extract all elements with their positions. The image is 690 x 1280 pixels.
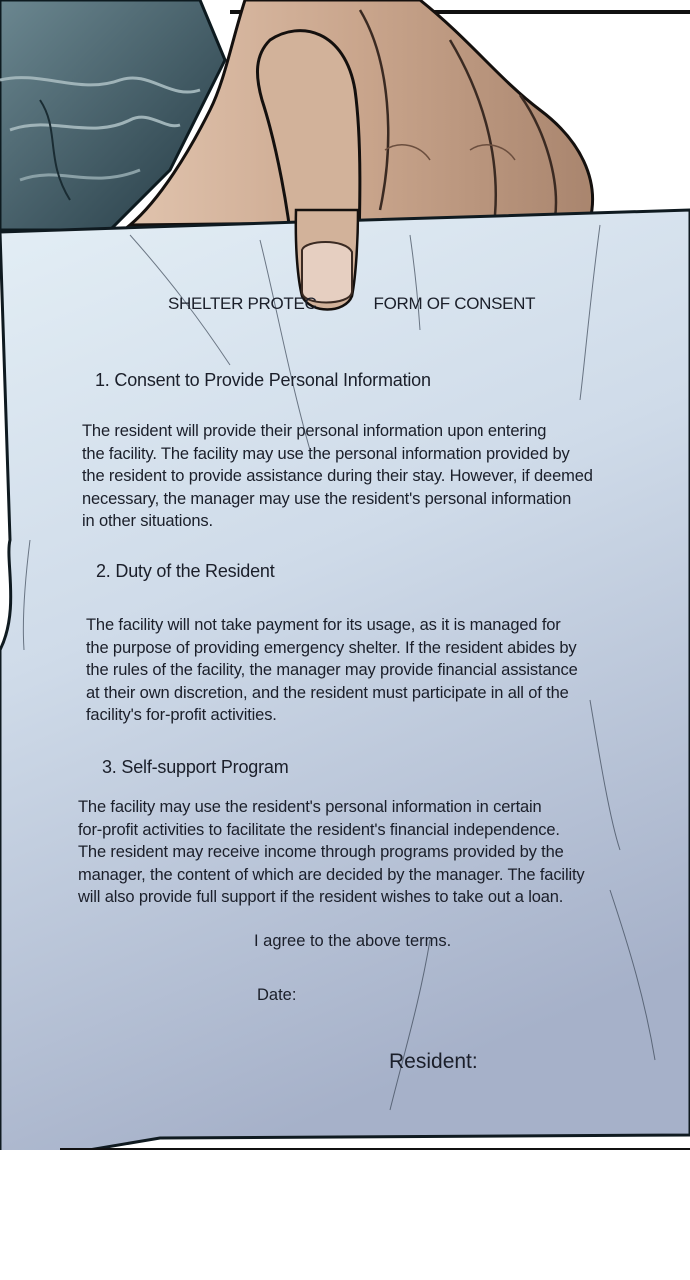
section-2-line: the rules of the facility, the manager may provide financial assistance	[86, 661, 578, 679]
resident-label: Resident:	[389, 1050, 478, 1073]
agreement-statement: I agree to the above terms.	[254, 932, 452, 950]
section-3-line: for-profit activities to facilitate the resident's financial independence.	[78, 820, 560, 839]
section-3-heading: 3. Self-support Program	[102, 757, 289, 777]
section-1-line: The resident will provide their personal information upon entering	[82, 422, 547, 440]
section-3-line: manager, the content of which are decided by the manager. The facility	[78, 865, 585, 884]
document-title	[168, 294, 535, 314]
section-2-line: The facility will not take payment for its usage, as it is managed for	[86, 616, 561, 634]
section-1-line: necessary, the manager may use the resident's personal information	[82, 489, 572, 508]
section-2-heading: 2. Duty of the Resident	[96, 561, 275, 581]
section-3-line: will also provide full support if the resident wishes to take out a loan.	[78, 888, 564, 906]
date-label: Date:	[257, 986, 297, 1004]
section-3-paragraph	[78, 796, 585, 909]
section-2-line: at their own discretion, and the resident must participate in all of the	[86, 683, 569, 702]
section-1-line: the facility. The facility may use the personal information provided by	[82, 444, 570, 463]
section-1-paragraph	[82, 420, 593, 533]
section-2-paragraph	[86, 614, 578, 727]
section-2-line: the purpose of providing emergency shelter. If the resident abides by	[86, 638, 577, 657]
section-3-line: The resident may receive income through programs provided by the	[78, 843, 564, 861]
section-1-line: the resident to provide assistance during their stay. However, if deemed	[82, 467, 593, 485]
section-2-line: facility's for-profit activities.	[86, 706, 277, 724]
document-title-right: FORM OF CONSENT	[373, 294, 536, 313]
document-title-left: SHELTER PROTEC	[168, 294, 317, 313]
section-3-line: The facility may use the resident's personal information in certain	[78, 798, 542, 816]
panel-border-bottom	[60, 1148, 690, 1150]
section-1-heading: 1. Consent to Provide Personal Information	[95, 370, 431, 390]
section-1-line: in other situations.	[82, 512, 213, 530]
